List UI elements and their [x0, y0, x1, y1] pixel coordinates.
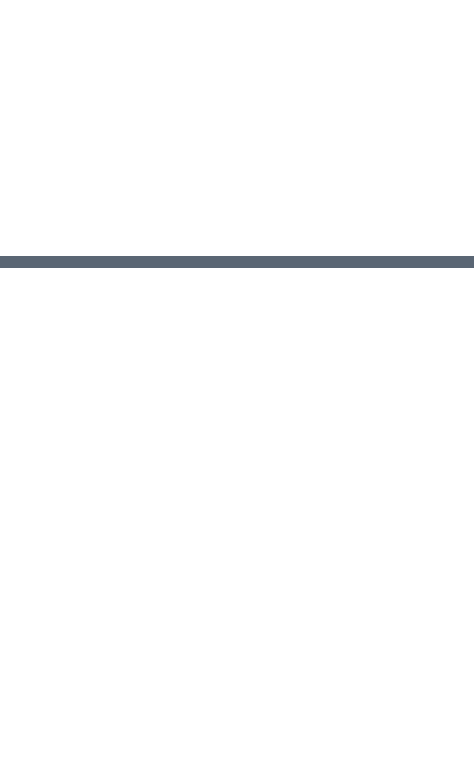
choice-b-vector-field — [256, 286, 452, 482]
choice-d-vector-field — [256, 528, 452, 724]
choice-c-vector-field — [14, 528, 210, 724]
top-vector-field-plot — [170, 62, 340, 242]
section-divider — [0, 256, 474, 268]
choice-a-vector-field — [14, 286, 210, 482]
